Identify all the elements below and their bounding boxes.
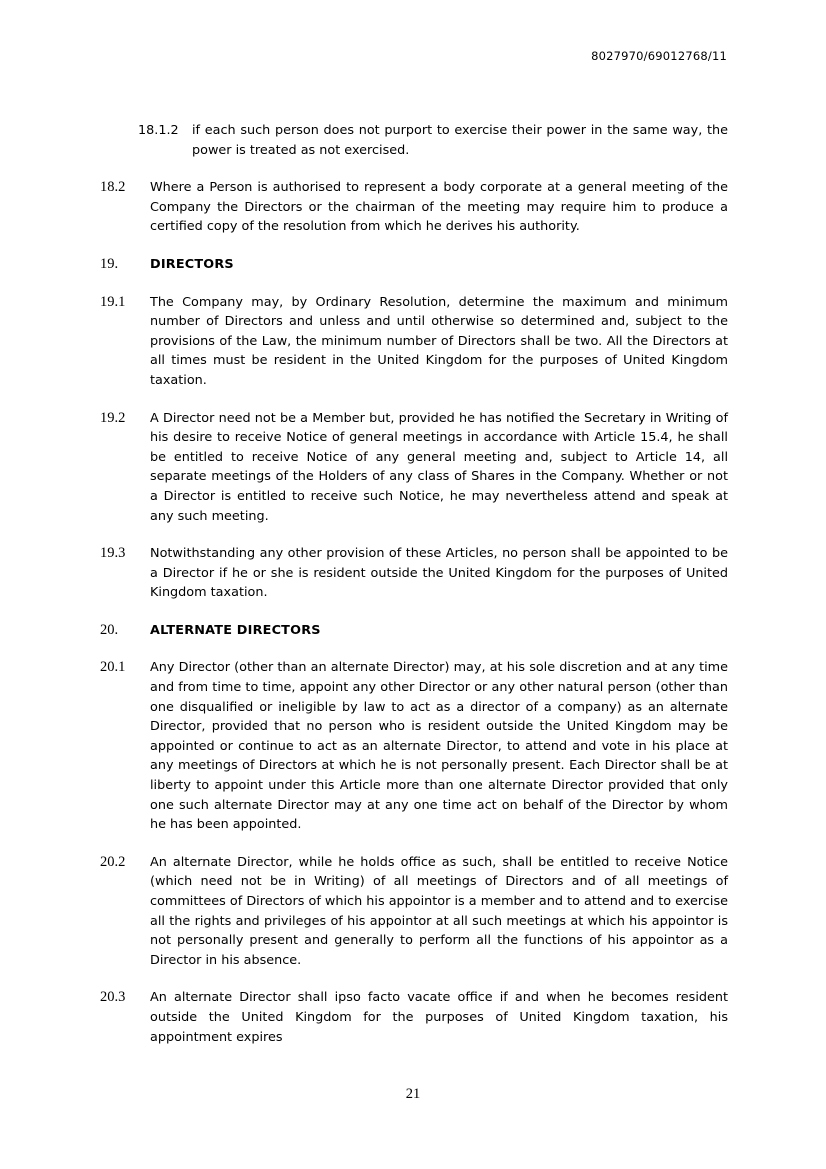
section-heading-text: DIRECTORS	[150, 256, 234, 272]
clause-number: 19.	[100, 255, 119, 272]
clause	[100, 178, 728, 237]
clause-text: An alternate Director, while he holds office as such, shall be entitled to receive Notice (which need not be in Writing) of all meetings of Directors and of all meetings of committees of Directors of which his appointor is a member and to attend and to exercise all the rights and privileges of his appointor at all such meetings at which his appointor is not personally present and generally to perform all the functions of his appointor as a Director in his absence.	[150, 854, 728, 968]
clause-number: 20.1	[100, 659, 126, 676]
clause-number: 20.	[100, 621, 119, 638]
clause	[100, 853, 728, 971]
clause	[100, 293, 728, 391]
clause-number: 18.1.2	[138, 123, 179, 138]
clause-text: A Director need not be a Member but, provided he has notified the Secretary in Writing of his desire to receive Notice of general meetings in accordance with Article 15.4, he shall be entitled to receive Notice of any general meeting and, subject to Article 14, all separate meetings of the Holders of any class of Shares in the Company. Whether or not a Director is entitled to receive such Notice, he may nevertheless attend and speak at any such meeting.	[150, 410, 728, 524]
clause-number: 18.2	[100, 179, 126, 196]
section-heading	[100, 255, 728, 275]
clause	[138, 121, 728, 160]
clause-number: 20.3	[100, 989, 126, 1006]
clause-number: 20.2	[100, 853, 126, 870]
clause-text: An alternate Director shall ipso facto vacate office if and when he becomes resident outside the United Kingdom for the purposes of United Kingdom taxation, his appointment expires	[150, 990, 728, 1045]
clause-text: Any Director (other than an alternate Director) may, at his sole discretion and at any time and from time to time, appoint any other Director or any other natural person (other than one disqualified or ineligible by law to act as a director of a company) as an alternate Director, provided that no person who is resident outside the United Kingdom may be appointed or continue to act as an alternate Director, to attend and vote in his place at any meetings of Directors at which he is not personally present. Each Director shall be at liberty to appoint under this Article more than one alternate Director provided that only one such alternate Director may at any one time act on behalf of the Director by whom he has been appointed.	[150, 660, 728, 833]
section-heading-text: ALTERNATE DIRECTORS	[150, 622, 321, 638]
clause-number: 19.2	[100, 409, 126, 426]
clause	[100, 988, 728, 1047]
clause-text: Notwithstanding any other provision of these Articles, no person shall be appointed to be a Director if he or she is resident outside the United Kingdom for the purposes of United Kingdom taxation.	[150, 546, 728, 601]
clause-number: 19.3	[100, 545, 126, 562]
clause-number: 19.1	[100, 293, 126, 310]
clause	[100, 544, 728, 603]
clause	[100, 658, 728, 834]
page-number: 21	[405, 1086, 421, 1102]
clause-text: if each such person does not purport to exercise their power in the same way, the power is treated as not exercised.	[192, 123, 728, 158]
document-body	[100, 121, 728, 1065]
section-heading	[100, 621, 728, 641]
clause-text: The Company may, by Ordinary Resolution, determine the maximum and minimum number of Directors and unless and until otherwise so determined and, subject to the provisions of the Law, the minimum number of Directors shall be two. All the Directors at all times must be resident in the United Kingdom for the purposes of United Kingdom taxation.	[150, 294, 728, 388]
document-reference: 8027970/69012768/11	[591, 49, 727, 63]
clause-text: Where a Person is authorised to represent a body corporate at a general meeting of the Company the Directors or the chairman of the meeting may require him to produce a certified copy of the resolution from which he derives his authority.	[150, 180, 728, 235]
clause	[100, 409, 728, 527]
